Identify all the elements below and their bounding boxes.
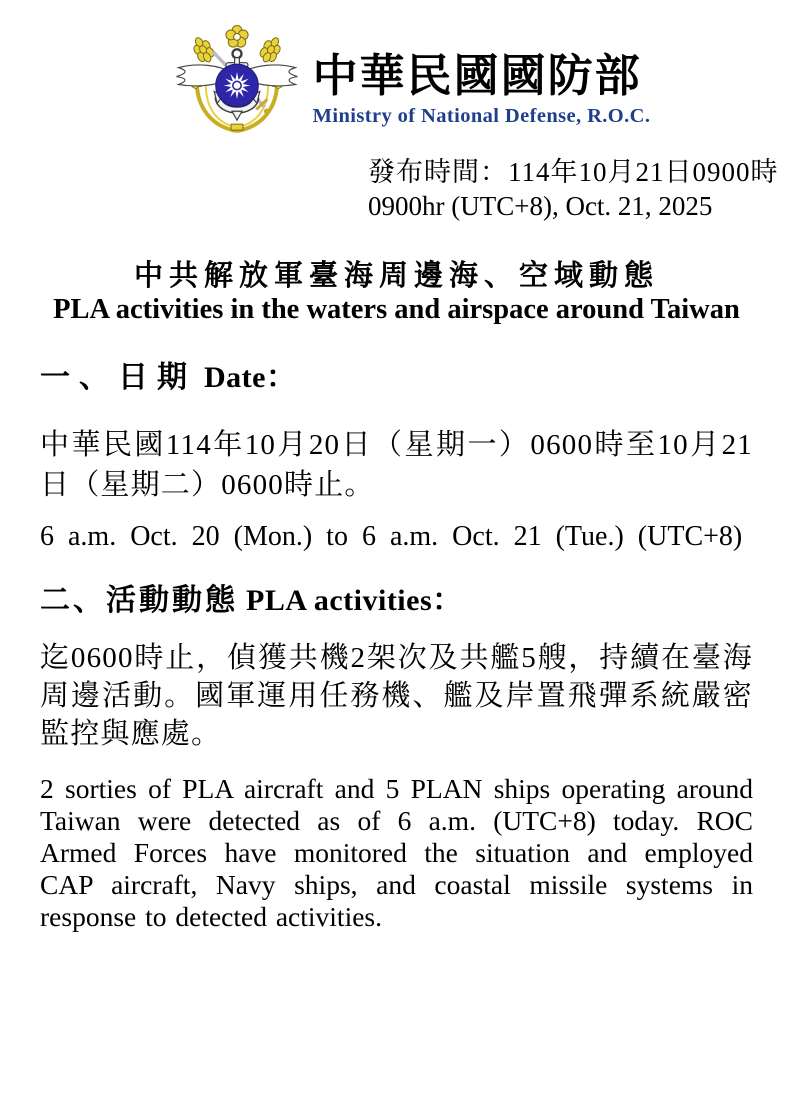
release-time-en: 0900hr (UTC+8), Oct. 21, 2025	[368, 191, 713, 221]
document-title	[0, 259, 793, 326]
document-title-zh: 中共解放軍臺海周邊海、空域動態	[133, 260, 659, 292]
date-paragraph-en: 6 a.m. Oct. 20 (Mon.) to 6 a.m. Oct. 21 (Tue.) (UTC+8)	[40, 521, 743, 552]
org-name-zh: 中華民國國防部	[312, 51, 642, 101]
section-2-heading-en: PLA activities：	[246, 584, 463, 617]
section-1-heading-en: Date：	[204, 361, 297, 394]
sun-icon	[215, 64, 258, 107]
section-2-heading-zh: 二、活動動態	[40, 584, 238, 617]
section-2-heading	[40, 581, 753, 621]
mnd-emblem-icon	[171, 24, 303, 141]
section-1-heading	[40, 358, 753, 398]
release-time-zh: 發布時間：114年10月21日0900時	[368, 157, 779, 187]
date-paragraph-zh: 中華民國114年10月20日（星期一）0600時至10月21日（星期二）0600時止。	[40, 429, 753, 501]
activities-paragraph-en: 2 sorties of PLA aircraft and 5 PLAN ships operating around Taiwan were detected as of 6 a.m. (UTC+8) today. ROC Armed Forces have monitored the situation and employed CAP aircraft, Navy ships, and coastal missile systems in response to detected activities.	[40, 773, 753, 932]
release-time	[368, 155, 793, 223]
document-title-en: PLA activities in the waters and airspace around Taiwan	[53, 294, 740, 325]
org-names	[313, 24, 651, 128]
section-1-heading-zh: 一、日期	[40, 361, 196, 394]
activities-paragraph-zh: 迄0600時止，偵獲共機2架次及共艦5艘，持續在臺海周邊活動。國軍運用任務機、艦及岸置飛彈系統嚴密監控與應處。	[40, 642, 753, 750]
mnd-header	[14, 0, 793, 141]
plum-blossom-icon	[225, 25, 247, 47]
org-name-en: Ministry of National Defense, R.O.C.	[312, 104, 651, 127]
wreath-knot-icon	[231, 124, 243, 130]
